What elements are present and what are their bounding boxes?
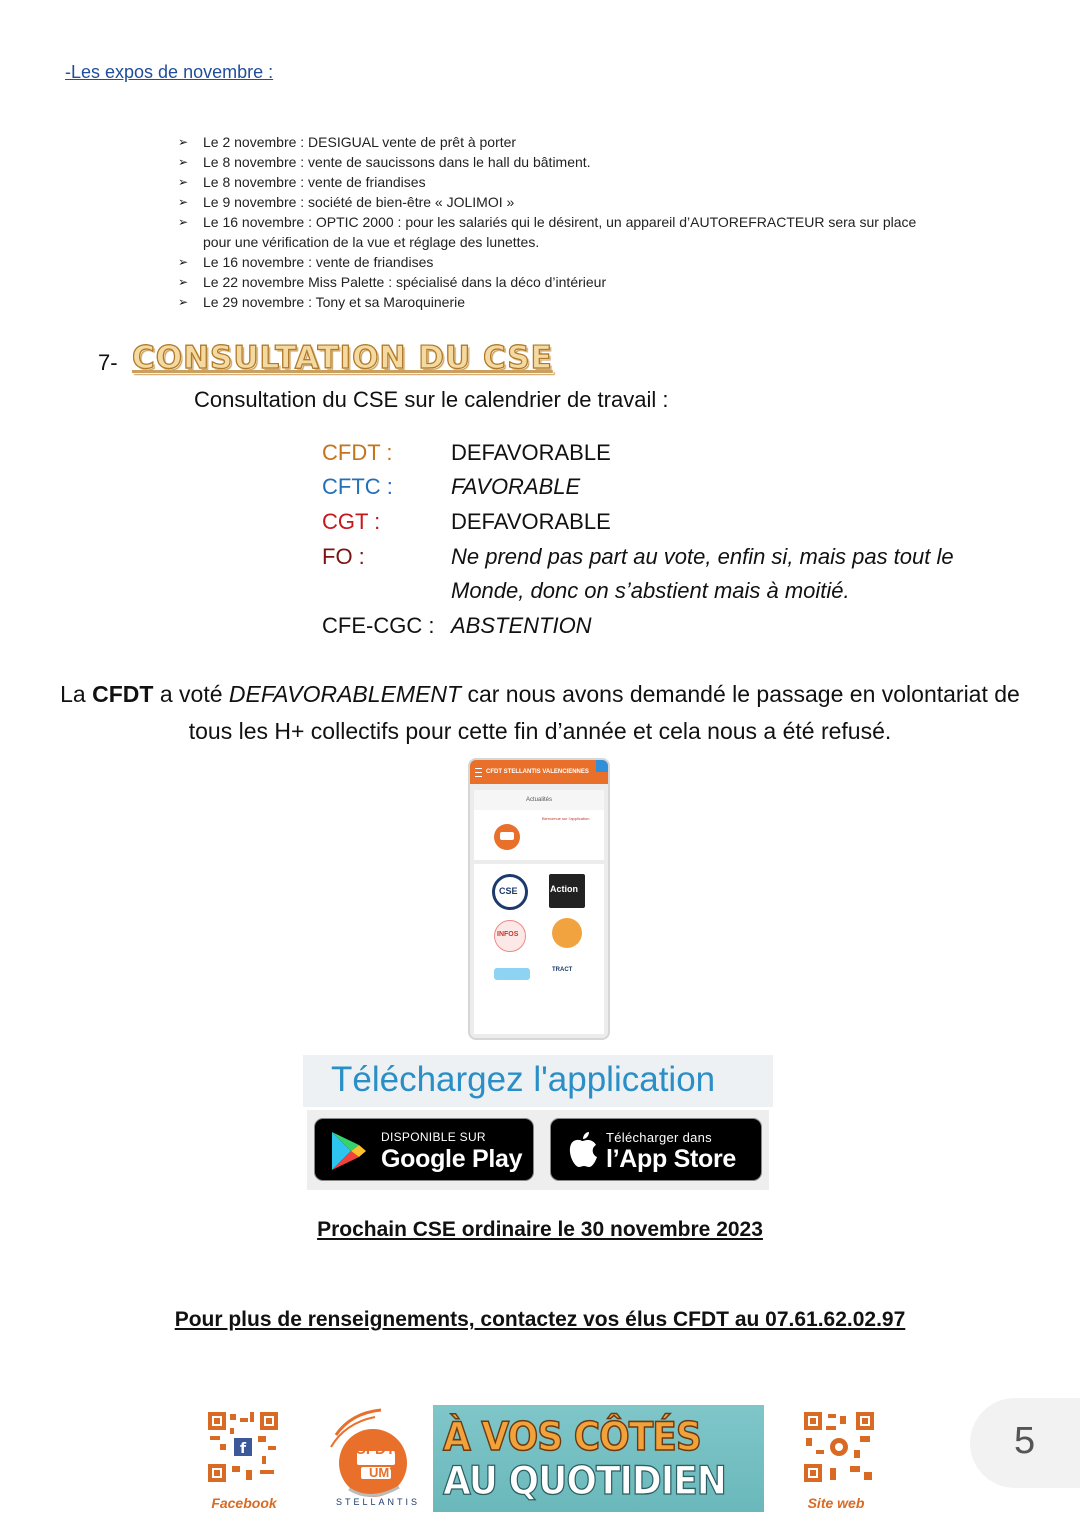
arrow-bullet-icon: ➢ — [178, 215, 189, 229]
menu-food-icon — [552, 918, 582, 948]
conclusion-vote: DEFAVORABLEMENT — [228, 681, 462, 707]
vote-value: Ne prend pas part au vote, enfin si, mais pas tout le Monde, donc on s’abstient mais à moitié. — [451, 544, 954, 603]
vote-value: DEFAVORABLE — [451, 440, 611, 465]
a-vos-cotes-banner: À VOS CÔTÉS AU QUOTIDIEN — [433, 1405, 764, 1512]
app-header: CFDT STELLANTIS VALENCIENNES — [470, 760, 608, 784]
google-play-button[interactable]: DISPONIBLE SUR Google Play — [314, 1118, 534, 1181]
list-item: ➢ Le 16 novembre : vente de friandises — [178, 254, 434, 270]
svg-text:f: f — [240, 1441, 247, 1457]
section-subtitle: Consultation du CSE sur le calendrier de travail : — [194, 387, 669, 412]
megaphone-icon — [494, 968, 530, 980]
website-label: Site web — [807, 1495, 865, 1511]
action-icon — [549, 874, 585, 908]
google-play-icon — [329, 1130, 369, 1172]
page-number: 5 — [1014, 1420, 1036, 1462]
facebook-label: Facebook — [211, 1495, 277, 1511]
arrow-bullet-icon: ➢ — [178, 195, 189, 209]
app-news-tab: Actualités — [474, 790, 604, 810]
menu-icon — [475, 768, 482, 777]
vote-label: FO : — [322, 544, 365, 569]
list-item: ➢ Le 2 novembre : DESIGUAL vente de prêt à porter — [178, 134, 517, 150]
tract-icon — [550, 966, 586, 978]
app-grid — [474, 864, 604, 1034]
arrow-bullet-icon: ➢ — [178, 255, 189, 269]
arrow-bullet-icon: ➢ — [178, 175, 189, 189]
store-buttons — [307, 1110, 769, 1190]
arrow-bullet-icon: ➢ — [178, 155, 189, 169]
stellantis-label: STELLANTIS — [336, 1497, 421, 1507]
list-item: ➢ Le 9 novembre : société de bien-être « JOLIMOI » — [178, 194, 515, 210]
app-screenshot — [468, 758, 610, 1040]
list-item: ➢ Le 22 novembre Miss Palette : spécialisé dans la déco d’intérieur — [178, 274, 607, 290]
vote-value: DEFAVORABLE — [451, 509, 611, 534]
logo-text: CFDT: — [355, 1441, 399, 1458]
vote-value: ABSTENTION — [451, 613, 592, 638]
vote-value: FAVORABLE — [451, 474, 581, 499]
arrow-bullet-icon: ➢ — [178, 135, 189, 149]
expos-title[interactable]: -Les expos de novembre : — [65, 62, 274, 82]
logo-sub: UMY — [369, 1465, 398, 1480]
list-item: ➢ Le 29 novembre : Tony et sa Maroquinerie — [178, 294, 466, 310]
expos-list — [178, 132, 938, 312]
next-cse-date: Prochain CSE ordinaire le 30 novembre 2023 — [317, 1218, 763, 1241]
conclusion-paragraph: La CFDT a voté DEFAVORABLEMENT car nous avons demandé le passage en volontariat de tous les H+ collectifs pour cette fin d’année et cela nous a été refusé. — [60, 681, 1020, 744]
apple-icon — [565, 1130, 599, 1170]
facebook-qr-code-icon[interactable] — [206, 1410, 280, 1484]
list-item: ➢ Le 8 novembre : vente de saucissons dans le hall du bâtiment. — [178, 154, 591, 170]
vote-label: CFDT : — [322, 440, 393, 465]
website-qr-code-icon[interactable] — [802, 1410, 876, 1484]
vote-label: CGT : — [322, 509, 381, 534]
cfdt-umy-logo-icon — [321, 1405, 431, 1511]
contact-line: Pour plus de renseignements, contactez vos élus CFDT au 07.61.62.02.97 — [174, 1308, 906, 1331]
list-item: ➢ Le 8 novembre : vente de friandises — [178, 174, 426, 190]
app-store-button[interactable]: Télécharger dans l’App Store — [550, 1118, 762, 1181]
cfdt-logo-icon — [494, 824, 520, 850]
download-banner: Téléchargez l'application — [303, 1055, 773, 1107]
section-number: 7- — [98, 350, 118, 375]
conclusion-org: CFDT — [92, 681, 154, 707]
vote-label: CFE-CGC : — [322, 613, 435, 638]
cse-icon — [492, 874, 528, 910]
section-title: CONSULTATION DU CSE — [132, 340, 553, 376]
app-welcome-card: Bienvenue sur l'application — [474, 810, 604, 860]
list-item: ➢ Le 16 novembre : OPTIC 2000 : pour les salariés qui le désirent, un appareil d’AUTOREFRACTEUR sera sur place pour une vérification de la vue et réglage des lunettes. — [178, 214, 917, 250]
arrow-bullet-icon: ➢ — [178, 275, 189, 289]
infos-icon — [494, 920, 526, 952]
corner-icon — [596, 760, 608, 772]
vote-label: CFTC : — [322, 474, 393, 499]
arrow-bullet-icon: ➢ — [178, 295, 189, 309]
